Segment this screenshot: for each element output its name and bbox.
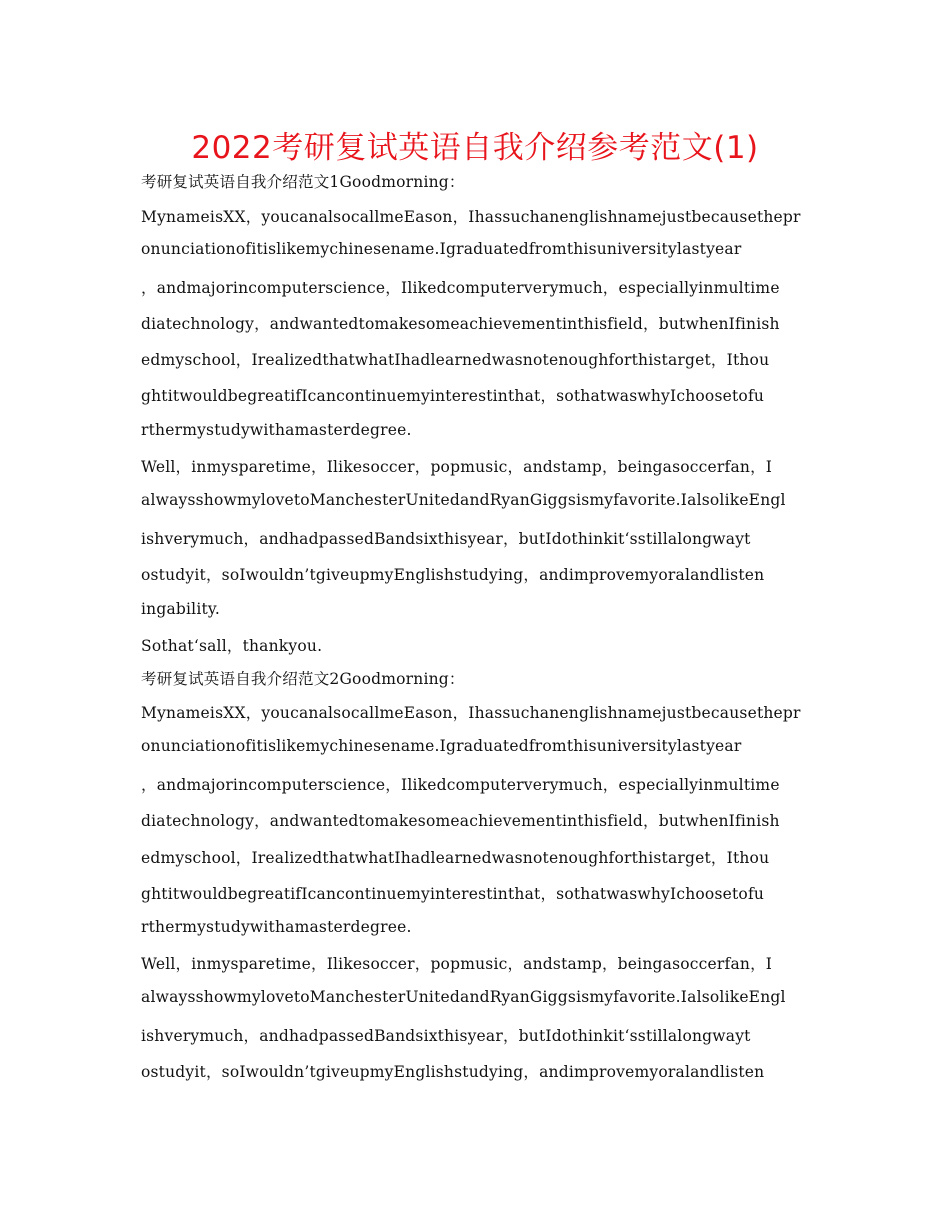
- text-line: ishverymuch，andhadpassedBandsixthisyear，butIdothinkit‘sstillalongwayt: [141, 530, 751, 548]
- text-line: 考研复试英语自我介绍范文1Goodmorning：: [141, 173, 465, 191]
- text-line: alwaysshowmylovetoManchesterUnitedandRyanGiggsismyfavorite.IalsolikeEngl: [141, 988, 786, 1006]
- text-line: MynameisXX，youcanalsocallmeEason，Ihassuchanenglishnamejustbecausethepr: [141, 208, 801, 226]
- text-line: Well，inmysparetime，Ilikesoccer，popmusic，andstamp，beingasoccerfan，I: [141, 955, 773, 973]
- text-line: ishverymuch，andhadpassedBandsixthisyear，butIdothinkit‘sstillalongwayt: [141, 1027, 751, 1045]
- text-line: onunciationofitislikemychinesename.Igraduatedfromthisuniversitylastyear: [141, 240, 742, 258]
- text-line: ostudyit，soIwouldn’tgiveupmyEnglishstudying，andimprovemyoralandlisten: [141, 566, 765, 584]
- text-line: MynameisXX，youcanalsocallmeEason，Ihassuchanenglishnamejustbecausethepr: [141, 704, 801, 722]
- text-line: rthermystudywithamasterdegree.: [141, 421, 412, 439]
- text-line: ostudyit，soIwouldn’tgiveupmyEnglishstudying，andimprovemyoralandlisten: [141, 1063, 765, 1081]
- text-line: rthermystudywithamasterdegree.: [141, 918, 412, 936]
- text-line: ，andmajorincomputerscience，Ilikedcomputerverymuch，especiallyinmultime: [141, 279, 780, 297]
- text-line: alwaysshowmylovetoManchesterUnitedandRyanGiggsismyfavorite.IalsolikeEngl: [141, 491, 786, 509]
- text-line: 考研复试英语自我介绍范文2Goodmorning：: [141, 670, 465, 688]
- text-line: Well，inmysparetime，Ilikesoccer，popmusic，andstamp，beingasoccerfan，I: [141, 458, 773, 476]
- text-line: ingability.: [141, 600, 220, 618]
- text-line: ghtitwouldbegreatifIcancontinuemyinterestinthat，sothatwaswhyIchoosetofu: [141, 387, 765, 405]
- text-line: edmyschool，IrealizedthatwhatIhadlearnedwasnotenoughforthistarget，Ithou: [141, 351, 770, 369]
- text-line: Sothat‘sall，thankyou.: [141, 637, 323, 655]
- text-line: diatechnology，andwantedtomakesomeachievementinthisfield，butwhenIfinish: [141, 315, 780, 333]
- text-line: diatechnology，andwantedtomakesomeachievementinthisfield，butwhenIfinish: [141, 812, 780, 830]
- text-line: ，andmajorincomputerscience，Ilikedcomputerverymuch，especiallyinmultime: [141, 776, 780, 794]
- text-line: onunciationofitislikemychinesename.Igraduatedfromthisuniversitylastyear: [141, 737, 742, 755]
- text-line: ghtitwouldbegreatifIcancontinuemyinterestinthat，sothatwaswhyIchoosetofu: [141, 885, 765, 903]
- text-line: edmyschool，IrealizedthatwhatIhadlearnedwasnotenoughforthistarget，Ithou: [141, 849, 770, 867]
- document-title: 2022考研复试英语自我介绍参考范文(1): [191, 130, 759, 166]
